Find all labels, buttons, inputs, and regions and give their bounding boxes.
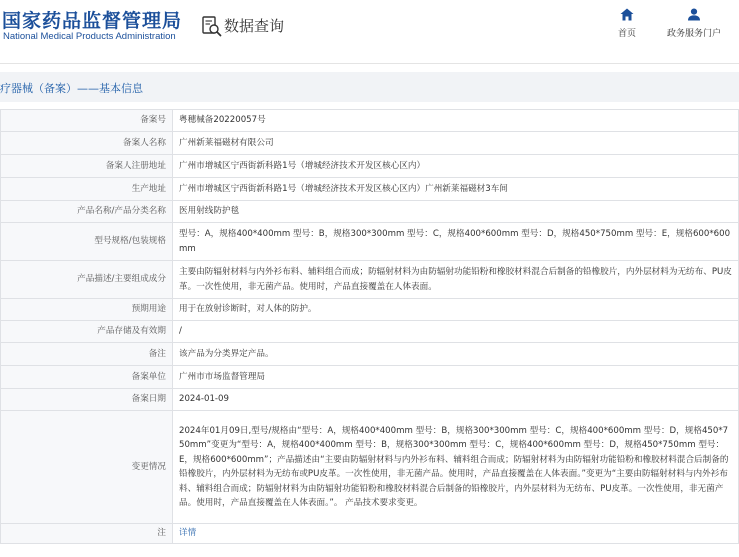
field-value: 广州新莱福磁材有限公司 xyxy=(173,132,739,155)
user-icon xyxy=(687,8,701,21)
table-row xyxy=(1,261,739,299)
field-label: 产品名称/产品分类名称 xyxy=(1,201,173,223)
table-row xyxy=(1,155,739,178)
table-row xyxy=(1,299,739,321)
record-info-table xyxy=(0,109,739,544)
page-title: 疗器械（备案）——基本信息 xyxy=(0,82,143,95)
field-label: 产品存储及有效期 xyxy=(1,321,173,343)
field-label: 备案单位 xyxy=(1,366,173,389)
field-value: 广州市市场监督管理局 xyxy=(173,366,739,389)
nav-home-label: 首页 xyxy=(617,29,636,39)
field-label: 备案日期 xyxy=(1,389,173,411)
logo-chinese-title[interactable]: 国家药品监督管理局 xyxy=(2,10,183,32)
nav-portal-label: 政务服务门户 xyxy=(666,29,721,39)
database-query-title: 数据查询 xyxy=(224,17,285,35)
table-row xyxy=(1,223,739,261)
table-row xyxy=(1,178,739,201)
table-row xyxy=(1,389,739,411)
field-value: 广州市增城区宁西街新科路1号（增城经济技术开发区核心区内）广州新莱福磁材3车间 xyxy=(173,178,739,201)
field-value: 2024年01月09日,型号/规格由“型号：A，规格400*400mm 型号：B，规格300*300mm 型号：C，规格400*600mm 型号：D，规格450*750mm”变更为“型号：A，规格400*400mm 型号：B，规格300*300mm 型号：C，规格400*600mm 型号：D，规格450*750mm 型号：E，规格600*600mm”；产品描述由“主要由防辐射材料与内外衫布料、辅料组合而成；防辐射材料为由防辐射功能铅粉和橡胶材料混合后制备的铅橡胶片，内外层材料为无纺布或PU皮革。一次性使用，非无菌产品。使用时，产品直接覆盖在人体表面。”变更为“主要由防辐射材料与内外衫布料、辅料组合而成；防辐射材料为由防辐射功能铅粉和橡胶材料混合后制备的铅橡胶片，内外层材料为无纺布、PU皮革。一次性使用，非无菌产品。使用时，产品直接覆盖在人体表面。”。 产品技术要求变更。 xyxy=(173,411,739,524)
table-row xyxy=(1,132,739,155)
field-label: 变更情况 xyxy=(1,411,173,524)
magnifier-document-icon xyxy=(200,15,222,37)
table-row xyxy=(1,321,739,343)
field-label: 注 xyxy=(1,524,173,544)
field-value: 粤穗械备20220057号 xyxy=(173,110,739,132)
table-row xyxy=(1,343,739,366)
field-label: 备注 xyxy=(1,343,173,366)
field-label: 备案号 xyxy=(1,110,173,132)
field-value: 型号：A，规格400*400mm 型号：B，规格300*300mm 型号：C，规格400*600mm 型号：D，规格450*750mm 型号：E，规格600*600mm xyxy=(173,223,739,261)
field-value: 医用射线防护毯 xyxy=(173,201,739,223)
nav-service-portal[interactable] xyxy=(663,8,725,39)
logo-english-title[interactable]: National Medical Products Administration xyxy=(3,31,176,42)
field-value: / xyxy=(173,321,739,343)
field-label: 生产地址 xyxy=(1,178,173,201)
field-label: 产品描述/主要组成成分 xyxy=(1,261,173,299)
site-header xyxy=(0,0,739,64)
field-label: 备案人注册地址 xyxy=(1,155,173,178)
field-value: 2024-01-09 xyxy=(173,389,739,411)
field-value: 广州市增城区宁西街新科路1号（增城经济技术开发区核心区内） xyxy=(173,155,739,178)
details-link[interactable]: 详情 xyxy=(179,528,197,539)
table-row xyxy=(1,110,739,132)
field-label: 预期用途 xyxy=(1,299,173,321)
table-row xyxy=(1,411,739,524)
field-value xyxy=(173,524,739,544)
field-value: 该产品为分类界定产品。 xyxy=(173,343,739,366)
table-row xyxy=(1,366,739,389)
field-value: 用于在放射诊断时，对人体的防护。 xyxy=(173,299,739,321)
table-row xyxy=(1,524,739,544)
field-label: 型号规格/包装规格 xyxy=(1,223,173,261)
section-title-bar xyxy=(0,72,739,102)
field-label: 备案人名称 xyxy=(1,132,173,155)
home-icon xyxy=(620,8,634,21)
nav-home[interactable] xyxy=(612,8,642,39)
field-value: 主要由防辐射材料与内外衫布料、辅料组合而成；防辐射材料为由防辐射功能铅粉和橡胶材料混合后制备的铅橡胶片，内外层材料为无纺布、PU皮革。一次性使用，非无菌产品。使用时，产品直接覆盖在人体表面。 xyxy=(173,261,739,299)
table-row xyxy=(1,201,739,223)
